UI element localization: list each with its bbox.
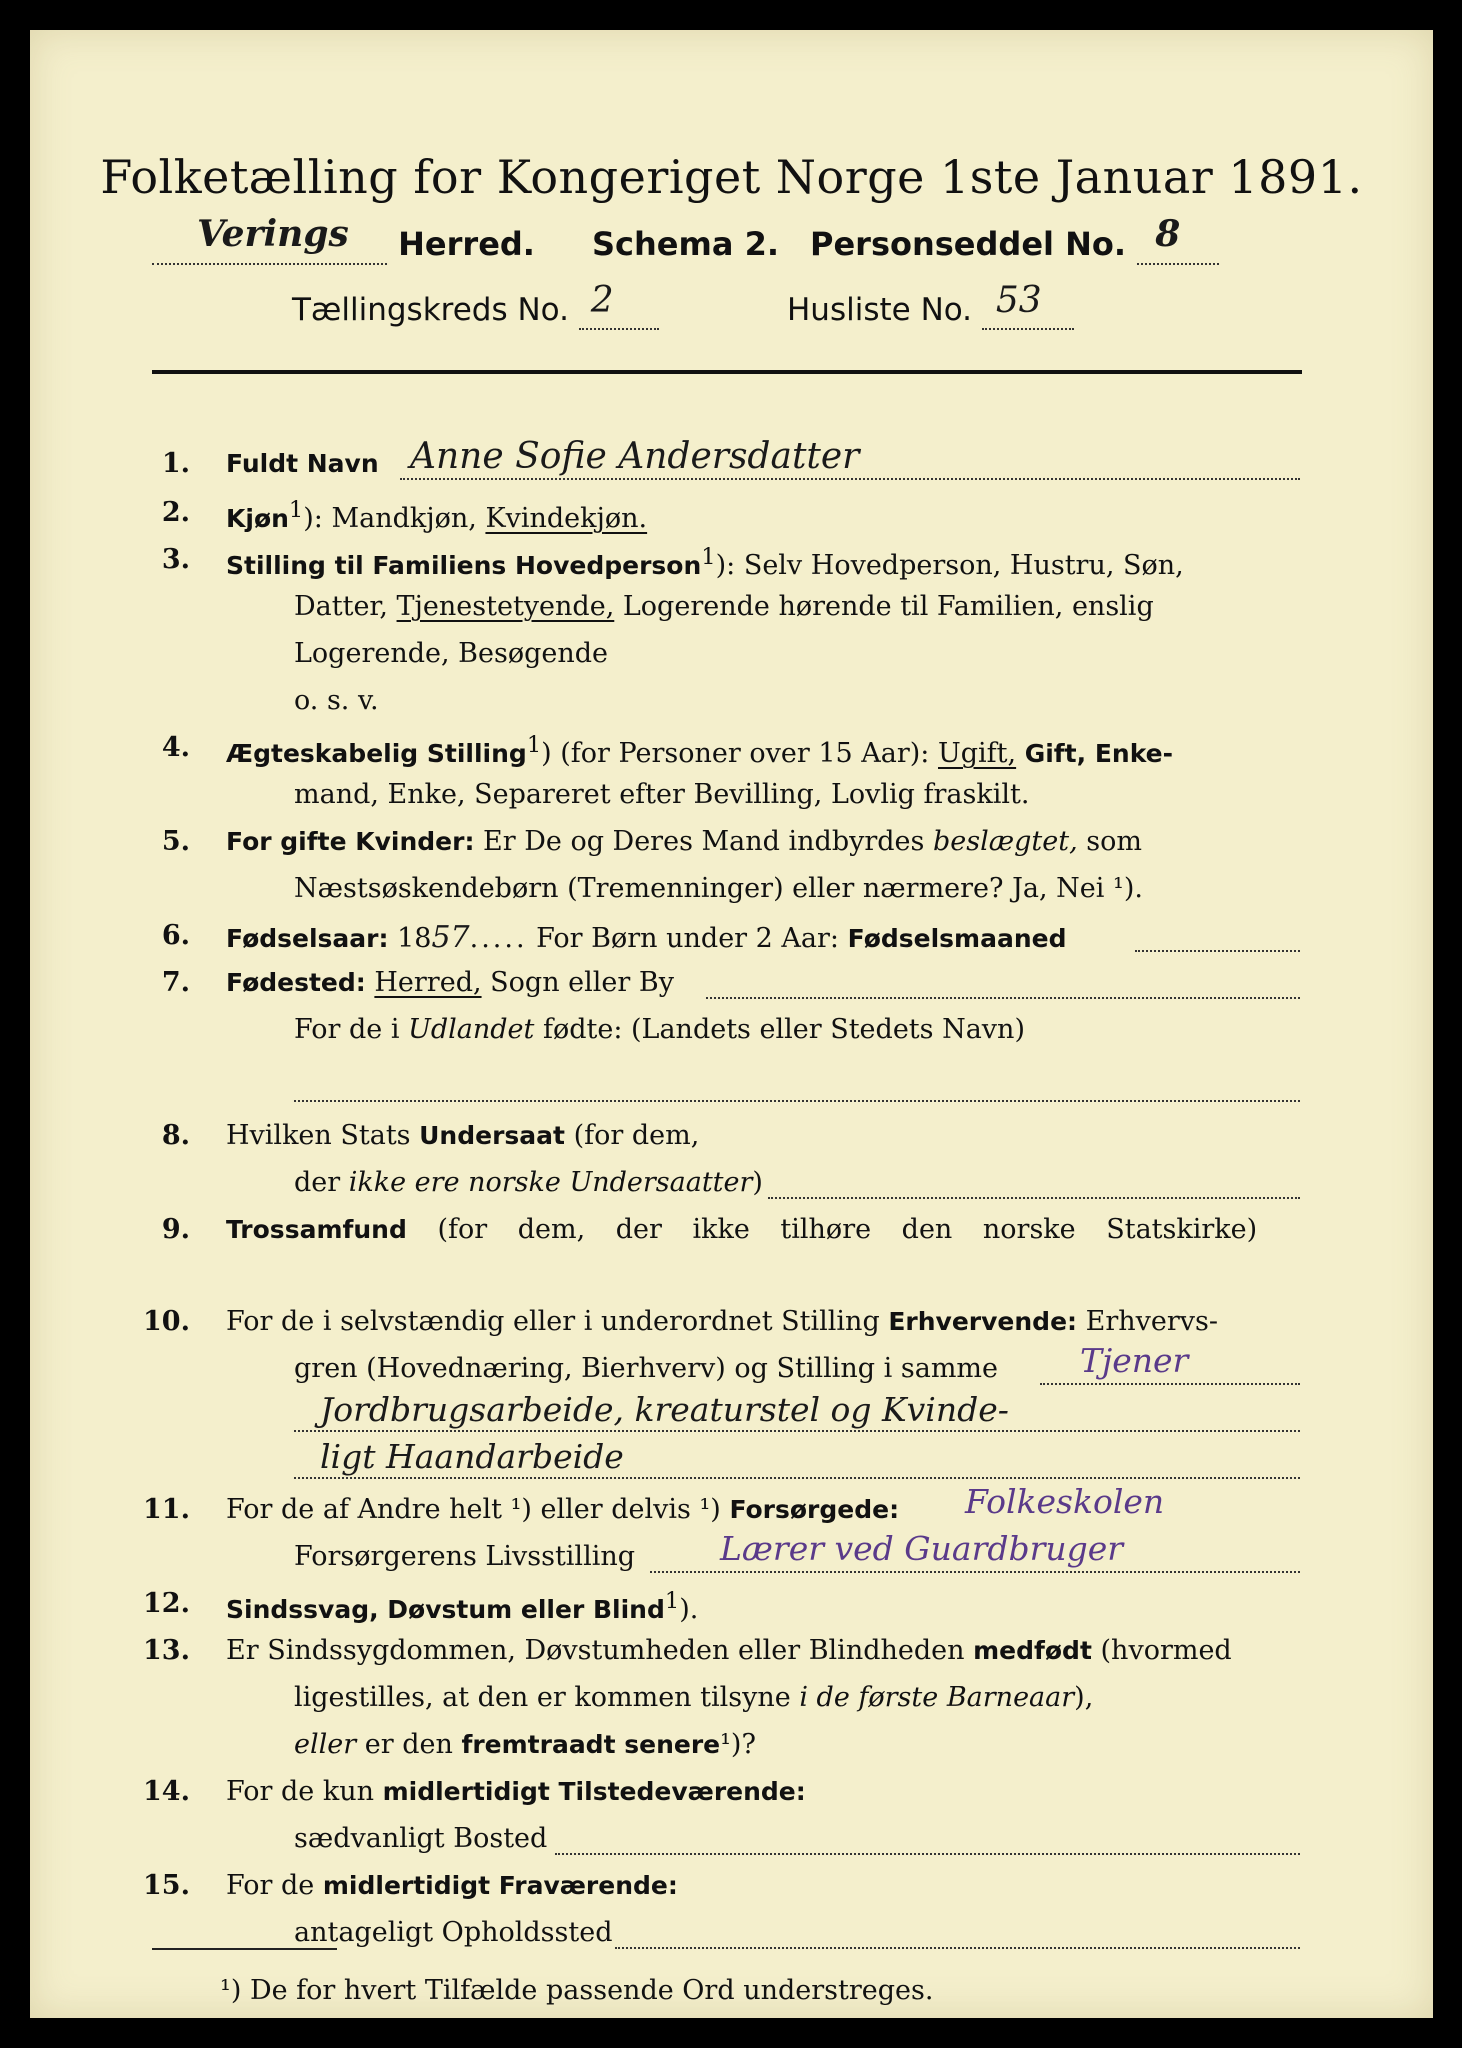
form-title: Folketælling for Kongeriget Norge 1ste Januar 1891. [100,150,1363,204]
herred-label: Herred. [398,225,535,263]
kreds-label: Tællingskreds No. [292,292,569,328]
supporter-answer: Folkeskolen [965,1482,1165,1521]
husliste-value: 53 [995,280,1042,321]
personseddel-field [810,213,1219,265]
birthplace-selected: Herred, [374,967,482,998]
occupation-answer-1: Tjener [1080,1341,1189,1380]
census-form: Folketælling for Kongeriget Norge 1ste Januar 1891. Verings Herred. Schema 2. Personseddel No. 8 Tællingskreds No. 2 Husliste No. 53 1. Fuldt Navn Anne Sofie Andersdatter 2. Kjøn$^1$): Mandkjøn, Kvindekjøn. 3. Stilling til Familiens Hovedperson$^1$): Selv Hovedperson, Hustru, Søn, Datter, Tjenestetyende, Logerende hørende til Familien, enslig Logerende, Besøgende o. s. v. 4. Ægteskabelig Stilling$^1$) (for Personer over 15 Aar): Ugift, Gift, Enke- mand, Enke, Separeret efter Bevilling, Lovlig fraskilt. 5. For gifte Kvinder: Er De og Deres Mand indbyrdes beslægtet, som Næstsøskendebørn (Tremenninger) eller nærmere? Ja, Nei ¹). 6. Fødselsaar: 1857..... For Børn under 2 Aar: Fødselsmaaned 7. Fødested: Herred, Sogn eller By For de i Udlandet fødte: (Landets eller Stedets Navn) 8. Hvilken Stats Undersaat (for dem, der ikke ere norske Undersaatter) 9. Trossamfund (for dem, der ikke tilhøre den norske Statskirke) 10. For de i selvstændig eller i underordnet Stilling Erhvervende: Erhvervs- gren (Hovednæring, Bierhverv) og Stilling i samme Tjener Jordbrugsarbeide, kreaturstel og Kvinde- ligt Haandarbeide 11. For de af Andre helt ¹) eller delvis ¹) Forsørgede: Folkeskolen Forsørgerens Livsstilling Lærer ved Guardbruger 12. Sindssvag, Døvstum eller Blind$^1$). 13. Er Sindssygdommen, Døvstumheden eller Blindheden medfødt (hvormed ligestilles, at den er kommen tilsyne i de første Barneaar), eller er den fremtraadt senere¹)? 14. For de kun midlertidigt Tilstedeværende: sædvanligt Bosted 15. For de midlertidigt Fraværende: antageligt Opholdssted ¹) De for hvert Tilfælde passende Ord understreges. [30,30,1433,2018]
birth-year-answer: 57 [431,920,470,955]
footnote: ¹) De for hvert Tilfælde passende Ord understreges. [220,1975,934,2006]
personseddel-label: Personseddel No. [810,225,1127,263]
full-name-answer: Anne Sofie Andersdatter [410,436,860,477]
occupation-answer-2: Jordbrugsarbeide, kreaturstel og Kvinde- [320,1390,1009,1429]
supporter-occupation-answer: Lærer ved Guardbruger [720,1529,1124,1568]
footnote-divider [152,1948,337,1950]
header-divider [152,370,1302,374]
kreds-field [292,280,659,330]
husliste-field [787,280,1074,330]
personseddel-value: 8 [1155,213,1181,255]
herred-value: Verings [197,213,349,255]
schema-label: Schema 2. [592,225,779,263]
kreds-value: 2 [590,280,614,321]
occupation-answer-3: ligt Haandarbeide [320,1437,624,1476]
husliste-label: Husliste No. [787,292,973,328]
marital-selected: Ugift, [938,738,1017,769]
family-position-selected: Tjenestetyende, [396,591,615,622]
herred-field [152,213,535,265]
item-number: 1. [161,448,190,479]
item-label: Fuldt Navn [226,449,379,478]
sex-selected: Kvindekjøn. [485,503,648,534]
